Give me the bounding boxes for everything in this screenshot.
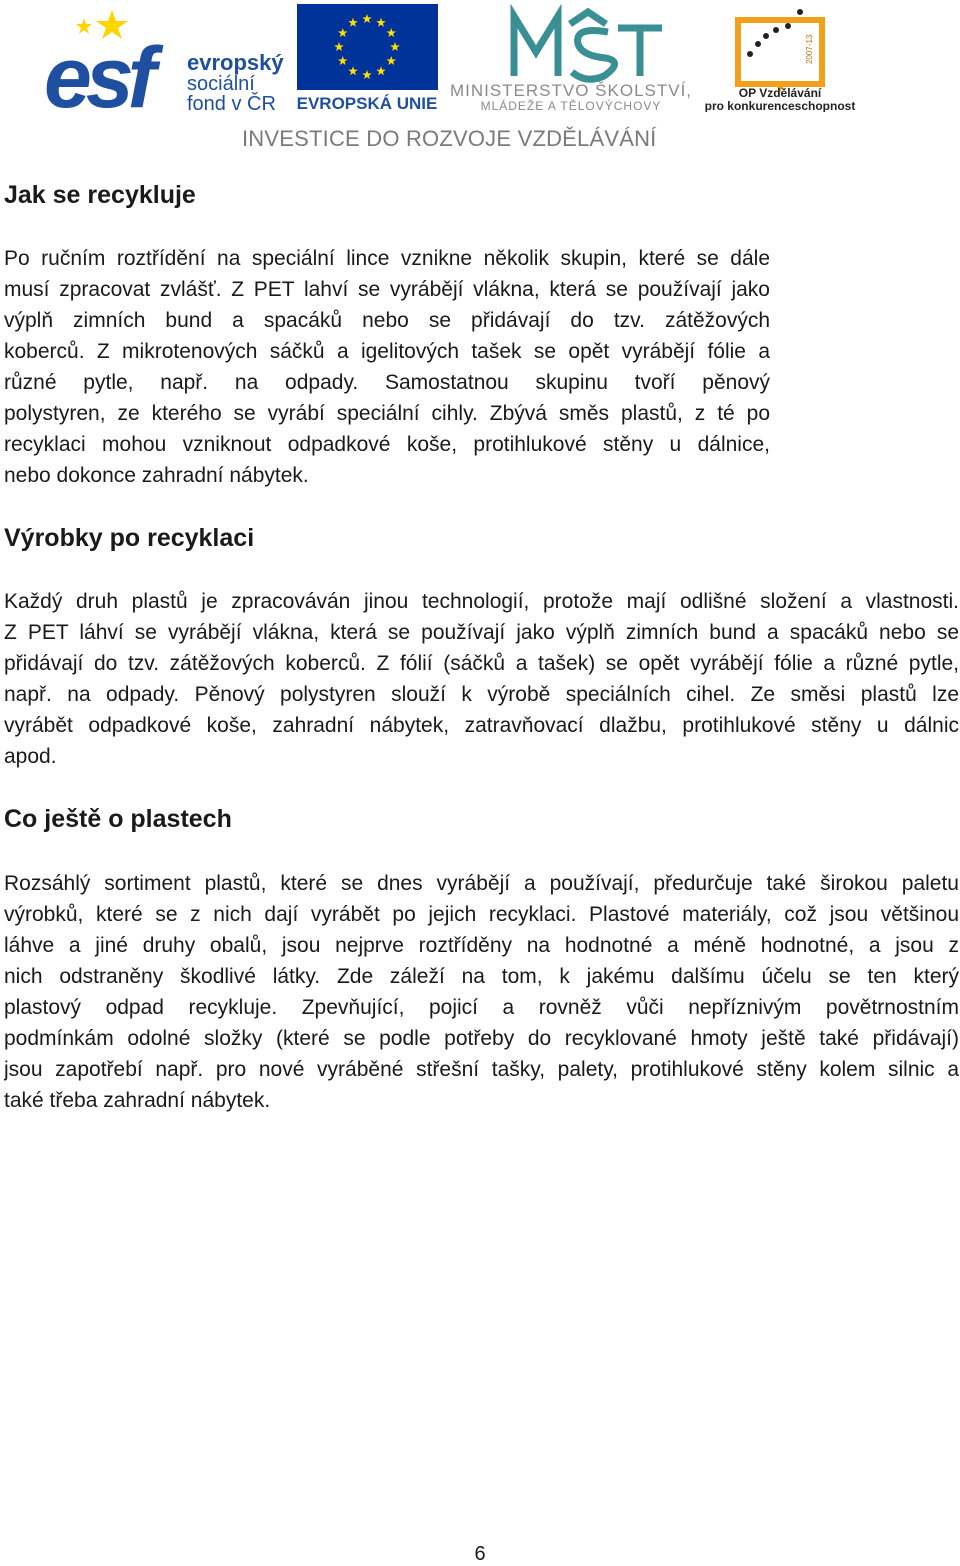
text-line: Každý druh plastů je zpracováván jinou technologií, protože mají odlišné složení a vlastnosti. (4, 590, 959, 613)
op-line2: pro konkurenceschopnost (704, 99, 856, 112)
section-heading-more-plastics: Co ještě o plastech (4, 805, 232, 833)
esf-line2: sociální (187, 73, 255, 95)
text-line: koberců. Z mikrotenových sáčků a igelitových tašek se opět vyrábějí fólie a (4, 340, 770, 363)
esf-logo (44, 4, 292, 112)
section-heading-products: Výrobky po recyklaci (4, 524, 255, 552)
text-line: polystyren, ze kterého se vyrábí speciální cihly. Zbývá směs plastů, z té po (4, 402, 770, 425)
section-paragraph-products (4, 586, 959, 772)
text-line: podmínkám odolné složky (které se podle potřeby do recyklované hmoty ještě také přidávají) (4, 1027, 959, 1050)
section-heading-recycling: Jak se recykluje (4, 181, 196, 209)
text-line: vyrábět odpadkové koše, zahradní nábytek, zatravňovací dlažbu, protihlukové stěny u dálnic (4, 714, 959, 737)
text-line: láhve a jiné druhy obalů, jsou nejprve roztříděny na hodnotné a méně hodnotné, a jsou z (4, 934, 959, 957)
esf-line3: fond v ČR (187, 93, 276, 112)
msmt-line2: MLÁDEŽE A TĚLOVÝCHOVY (480, 99, 662, 112)
text-line: různé pytle, např. na odpady. Samostatnou skupinu tvoří pěnový (4, 371, 770, 394)
section-paragraph-recycling (4, 243, 770, 491)
op-years: 2007-13 (805, 34, 814, 64)
text-line: výrobků, které se z nich dají vyrábět po jejich recyklaci. Plastové materiály, což jsou většinou (4, 903, 959, 926)
text-line: Rozsáhlý sortiment plastů, které se dnes vyrábějí a používají, předurčuje také širokou paletu (4, 872, 959, 895)
text-line: přidávají do tzv. zátěžových koberců. Z fólií (sáčků a tašek) se opět vyrábějí fólie a různé pytle, (4, 652, 959, 675)
text-line: např. na odpady. Pěnový polystyren slouží k výrobě speciálních cihel. Ze směsi plastů lze (4, 683, 959, 706)
text-line: jsou zapotřebí např. pro nové vyráběné střešní tašky, palety, protihlukové stěny kolem silnic a (4, 1058, 959, 1081)
op-logo (700, 4, 860, 112)
eu-label: EVROPSKÁ UNIE (297, 94, 438, 112)
esf-line1: evropský (187, 50, 284, 75)
text-line: Po ručním roztřídění na speciální lince vznikne několik skupin, které se dále (4, 247, 770, 270)
page-number: 6 (474, 1543, 486, 1565)
esf-mark: esf (44, 30, 151, 112)
text-line: apod. (4, 745, 57, 768)
text-line: recyklaci mohou vzniknout odpadkové koše, protihlukové stěny u dálnice, (4, 433, 770, 456)
section-paragraph-more-plastics (4, 868, 959, 1116)
eu-logo (297, 4, 438, 112)
slogan: INVESTICE DO ROZVOJE VZDĚLÁVÁNÍ (242, 126, 657, 151)
text-line: výplň zimních bund a spacáků nebo se přidávají do tzv. zátěžových (4, 309, 770, 332)
op-line1: OP Vzdělávání (738, 86, 822, 100)
text-line: musí zpracovat zvlášť. Z PET lahví se vyrábějí vlákna, která se používají jako (4, 278, 770, 301)
text-line: plastový odpad recykluje. Zpevňující, pojicí a rovněž vůči nepříznivým povětrnostním (4, 996, 959, 1019)
text-line: také třeba zahradní nábytek. (4, 1089, 271, 1112)
logo-banner (0, 0, 960, 160)
msmt-line1: MINISTERSTVO ŠKOLSTVÍ, (449, 81, 693, 100)
text-line: Z PET láhví se vyrábějí vlákna, která se používají jako výplň zimních bund a spacáků nebo se (4, 621, 959, 644)
msmt-logo (448, 4, 694, 112)
msmt-monogram-icon (514, 12, 662, 79)
text-line: nich odstraněny škodlivé látky. Zde záleží na tom, k jakému dalšímu účelu se ten který (4, 965, 959, 988)
text-line: nebo dokonce zahradní nábytek. (4, 464, 309, 487)
